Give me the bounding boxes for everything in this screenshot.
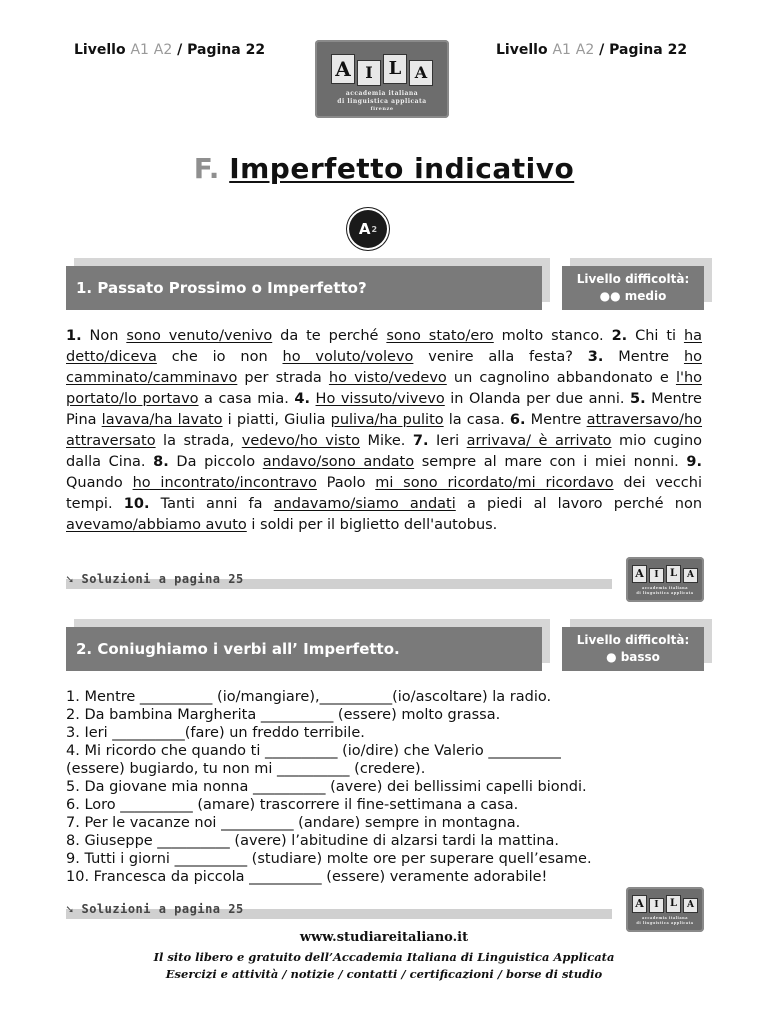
verb-choice: andavamo/siamo andati [273, 496, 456, 512]
exercise-item: 6. Loro __________ (amare) trascorrere il fine-settimana a casa. [66, 797, 519, 813]
exercise-item: 9. Tutti i giorni __________ (studiare) molte ore per superare quell’esame. [66, 851, 592, 867]
section2-difficulty [562, 627, 704, 671]
level-a1: A1 [552, 42, 571, 58]
verb-choice: sono stato/ero [386, 328, 494, 344]
verb-choice: mi sono ricordato/mi ricordavo [375, 475, 614, 491]
logo-subtitle: di linguistica applicata [636, 921, 694, 925]
aila-logo [315, 40, 449, 118]
logo-subtitle: di linguistica applicata [636, 591, 694, 595]
text-segment: a casa mia. [198, 391, 295, 407]
aila-logo-small [626, 557, 704, 602]
badge-level: A [358, 220, 371, 238]
exercise-item: 2. Da bambina Margherita __________ (essere) molto grassa. [66, 707, 501, 723]
verb-choice: lavava/ha lavato [101, 412, 223, 428]
title-text: Imperfetto indicativo [229, 152, 575, 185]
verb-choice: attraversavo/ho attraversato [66, 412, 703, 449]
page-number: / Pagina 22 [594, 42, 688, 58]
text-segment: Da piccolo [168, 454, 263, 470]
item-number: 8. [153, 454, 169, 470]
verb-choice: arrivava/ è arrivato [466, 433, 612, 449]
text-segment: Mentre [603, 349, 684, 365]
level-a2: A2 [575, 42, 595, 58]
item-number: 9. [686, 454, 703, 470]
difficulty-label: Livello difficoltà: [576, 633, 690, 647]
exercise-item: 5. Da giovane mia nonna __________ (avere) dei bellissimi capelli biondi. [66, 779, 587, 795]
badge-sublevel: 2 [371, 224, 378, 234]
text-segment: Chi ti [627, 328, 684, 344]
logo-letter: L [666, 895, 681, 913]
exercise-item: 4. Mi ricordo che quando ti __________ (io/dire) che Valerio __________ [66, 743, 561, 759]
text-segment: Mentre [525, 412, 587, 428]
arrow-icon: ➘ [66, 572, 74, 586]
verb-choice: vedevo/ho visto [241, 433, 360, 449]
header-level-left [74, 42, 265, 58]
item-number: 4. [294, 391, 311, 407]
page-title [0, 152, 768, 185]
difficulty-label: Livello difficoltà: [576, 272, 690, 286]
section1-header [66, 266, 542, 310]
solution-label: Soluzioni a pagina 25 [81, 902, 244, 916]
page-number: / Pagina 22 [172, 42, 266, 58]
logo-letter: L [383, 54, 407, 84]
item-number: 2. [611, 328, 628, 344]
section2-title: 2. Coniughiamo i verbi all’ Imperfetto. [76, 640, 400, 658]
exercise-item: 10. Francesca da piccola __________ (essere) veramente adorabile! [66, 869, 548, 885]
text-segment: la strada, [155, 433, 242, 449]
exercise-item: 3. Ieri __________(fare) un freddo terribile. [66, 725, 365, 741]
logo-letter: A [331, 54, 355, 84]
verb-choice: sono venuto/venivo [126, 328, 273, 344]
exercise-item: 7. Per le vacanze noi __________ (andare) sempre in montagna. [66, 815, 521, 831]
logo-letter: A [409, 60, 433, 86]
section1-exercise-text [66, 326, 702, 536]
section2-exercise-list [66, 688, 716, 886]
text-segment: a piedi al lavoro perché non [455, 496, 703, 512]
exercise-item: (essere) bugiardo, tu non mi __________ (credere). [66, 761, 426, 777]
item-number: 10. [123, 496, 150, 512]
item-number: 1. [66, 328, 82, 344]
text-segment: la casa. [443, 412, 510, 428]
text-segment: Quando [66, 475, 133, 491]
text-segment: un cagnolino abbandonato e [446, 370, 676, 386]
aila-logo-small [626, 887, 704, 932]
exercise-item: 8. Giuseppe __________ (avere) l’abitudine di alzarsi tardi la mattina. [66, 833, 560, 849]
section2-header [66, 627, 542, 671]
logo-subtitle: di linguistica applicata [337, 98, 427, 105]
logo-subtitle: accademia italiana [642, 916, 688, 920]
footer-url[interactable]: www.studiareitaliano.it [299, 930, 469, 945]
header-level-label: Livello [74, 42, 131, 58]
text-segment: dei vecchi tempi. [66, 475, 702, 512]
logo-subtitle: accademia italiana [345, 90, 419, 97]
level-a1: A1 [130, 42, 149, 58]
section2-solution-link[interactable] [66, 902, 244, 916]
logo-letter: A [632, 565, 647, 583]
text-segment: mio cugino dalla Cina. [66, 433, 703, 470]
text-segment: in Olanda per due anni. [444, 391, 630, 407]
footer-tagline: Il sito libero e gratuito dell’Accademia Italiana di Linguistica Applicata [153, 950, 615, 964]
arrow-icon: ➘ [66, 902, 74, 916]
text-segment: molto stanco. [493, 328, 612, 344]
verb-choice: l'ho portato/lo portavo [66, 370, 703, 407]
logo-letter: I [649, 898, 664, 913]
difficulty-value: ●● medio [599, 289, 667, 303]
solution-label: Soluzioni a pagina 25 [81, 572, 244, 586]
logo-letter: A [683, 898, 698, 913]
text-segment: Tanti anni fa [149, 496, 274, 512]
header-level-label: Livello [496, 42, 553, 58]
text-segment: Mentre Pina [66, 391, 702, 428]
footer-links: Esercizi e attività / notizie / contatti / certificazioni / borse di studio [165, 967, 603, 981]
logo-letter: I [357, 60, 381, 86]
level-a2: A2 [153, 42, 173, 58]
verb-choice: ha detto/diceva [66, 328, 703, 365]
text-segment: per strada [237, 370, 329, 386]
text-segment: Mike. [359, 433, 413, 449]
item-number: 5. [629, 391, 646, 407]
logo-subtitle: accademia italiana [642, 586, 688, 590]
verb-choice: avevamo/abbiamo avuto [66, 517, 247, 533]
verb-choice: ho camminato/camminavo [66, 349, 703, 386]
section1-title: 1. Passato Prossimo o Imperfetto? [76, 279, 367, 297]
exercise-item: 1. Mentre __________ (io/mangiare),__________(io/ascoltare) la radio. [66, 689, 552, 705]
text-segment: i soldi per il biglietto dell'autobus. [246, 517, 498, 533]
logo-letters [315, 54, 449, 86]
text-segment: Non [81, 328, 127, 344]
header-level-right [496, 42, 687, 58]
text-segment: Paolo [316, 475, 376, 491]
verb-choice: andavo/sono andato [262, 454, 415, 470]
logo-letters [626, 565, 704, 583]
text-segment: i piatti, Giulia [222, 412, 331, 428]
text-segment: sempre al mare con i miei nonni. [414, 454, 687, 470]
item-number: 3. [587, 349, 604, 365]
item-number: 6. [509, 412, 526, 428]
text-segment: da te perché [272, 328, 387, 344]
title-prefix: F. [193, 152, 230, 185]
logo-subtitle: firenze [370, 106, 394, 112]
item-number: 7. [412, 433, 429, 449]
text-segment: Ieri [428, 433, 467, 449]
logo-letters [626, 895, 704, 913]
logo-letter: A [632, 895, 647, 913]
section1-solution-link[interactable] [66, 572, 244, 586]
logo-letter: A [683, 568, 698, 583]
logo-letter: L [666, 565, 681, 583]
logo-letter: I [649, 568, 664, 583]
section1-difficulty [562, 266, 704, 310]
verb-choice: Ho vissuto/vivevo [315, 391, 445, 407]
level-badge [349, 210, 387, 248]
verb-choice: ho incontrato/incontravo [132, 475, 317, 491]
difficulty-value: ● basso [606, 650, 660, 664]
text-segment: venire alla festa? [413, 349, 588, 365]
verb-choice: ho visto/vedevo [328, 370, 447, 386]
verb-choice: ho voluto/volevo [282, 349, 414, 365]
text-segment: che io non [156, 349, 283, 365]
verb-choice: puliva/ha pulito [330, 412, 444, 428]
